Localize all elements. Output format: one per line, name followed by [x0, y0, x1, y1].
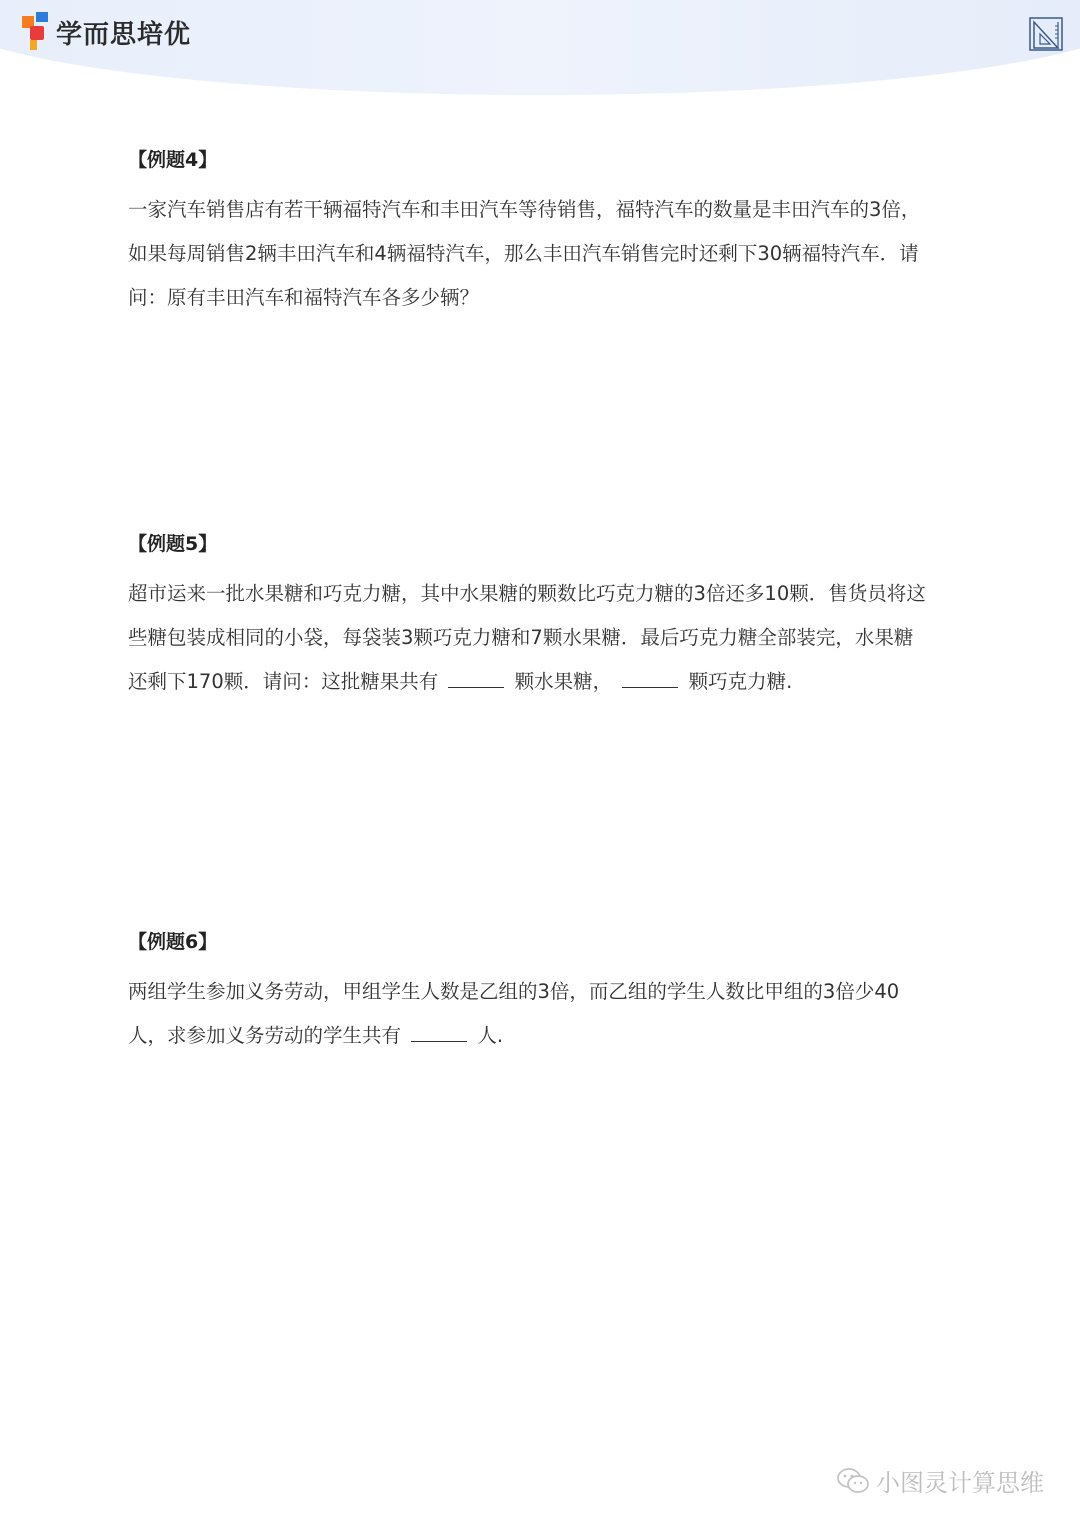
problem-body [128, 188, 968, 320]
problem-line: 些糖包装成相同的小袋，每袋装3颗巧克力糖和7颗水果糖．最后巧克力糖全部装完，水果糖 [128, 626, 914, 649]
problem-text: 人. [477, 1024, 504, 1047]
brand-logo-text: 学而思培优 [56, 19, 192, 50]
brand-logo-icon [22, 12, 50, 52]
problem-body [128, 572, 968, 704]
problem-6 [128, 927, 968, 1058]
problem-title: 【例题5】 [128, 533, 218, 555]
wechat-icon [836, 1466, 870, 1496]
problem-text: 颗巧克力糖. [688, 670, 793, 693]
brand-logo [22, 12, 191, 52]
problem-title: 【例题4】 [128, 149, 218, 171]
problem-line [128, 660, 968, 704]
problem-line: 两组学生参加义务劳动，甲组学生人数是乙组的3倍，而乙组的学生人数比甲组的3倍少40 [128, 980, 900, 1003]
problem-4 [128, 145, 968, 320]
problem-text: 还剩下170颗．请问：这批糖果共有 [128, 670, 439, 693]
ruler-triangle-icon [1028, 16, 1064, 52]
problem-5 [128, 529, 968, 704]
answer-blank[interactable] [411, 1019, 467, 1042]
problem-text: 人，求参加义务劳动的学生共有 [128, 1024, 402, 1047]
problem-title: 【例题6】 [128, 931, 218, 953]
watermark-text: 小图灵计算思维 [876, 1469, 1044, 1497]
answer-blank[interactable] [448, 665, 504, 688]
problem-body [128, 970, 968, 1058]
problem-line: 问：原有丰田汽车和福特汽车各多少辆？ [128, 286, 480, 309]
problem-line [128, 1014, 968, 1058]
problem-line: 超市运来一批水果糖和巧克力糖，其中水果糖的颗数比巧克力糖的3倍还多10颗．售货员将这 [128, 582, 926, 605]
problem-text: 颗水果糖， [514, 670, 613, 693]
watermark [836, 1463, 1044, 1498]
problem-line: 如果每周销售2辆丰田汽车和4辆福特汽车，那么丰田汽车销售完时还剩下30辆福特汽车．请 [128, 242, 919, 265]
answer-blank[interactable] [622, 665, 678, 688]
problem-line: 一家汽车销售店有若干辆福特汽车和丰田汽车等待销售，福特汽车的数量是丰田汽车的3倍， [128, 198, 921, 221]
